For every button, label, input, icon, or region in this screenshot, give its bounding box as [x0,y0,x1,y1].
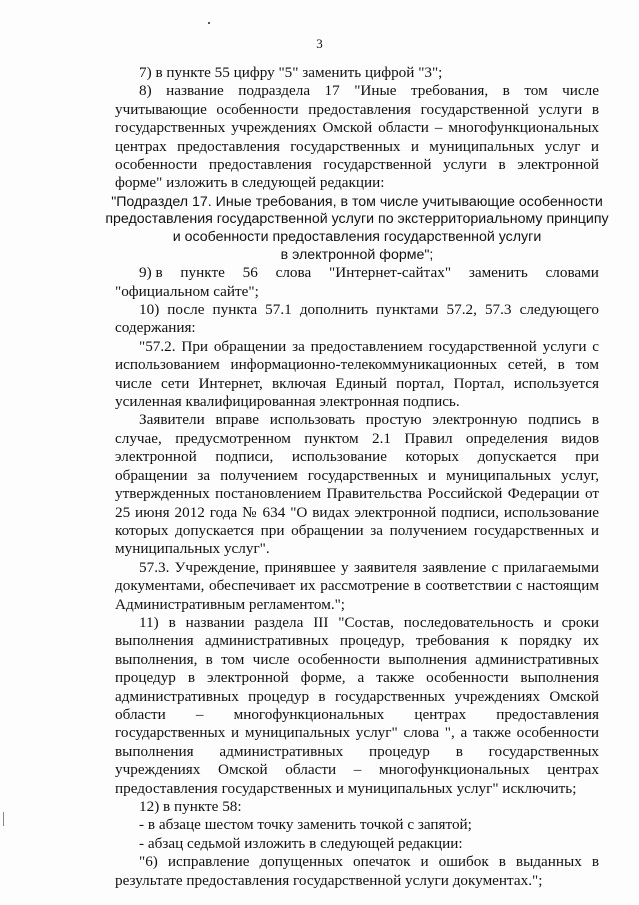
item-9-word: "Интернет-сайтах" [329,264,452,282]
item-9-word: слова [275,264,312,282]
item-9-line [115,264,599,282]
item-11: 11) в названии раздела III "Состав, последовательность и сроки выполнения административных процедур, требования к порядку их выполнения, в том числе особенности выполнения административных процедур в электронной форме, а также особенности выполнения административных процедур в государственных учреждениях Омской области – многофункциональных центрах предоставления государственных и муниципальных услуг" слова ", а также особенности выполнения административных процедур в государственных учреждениях Омской области – многофункциональных центрах предоставления государственных и муниципальных услуг" исключить; [115,613,599,797]
scan-speck [208,22,210,24]
subsection-title-line-2: предоставления государственной услуги по экстерриториальному принципу [105,211,609,228]
paragraph-57-2: "57.2. При обращении за предоставлением государственной услуги с использованием информационно-телекоммуникационных сетей, в том числе сети Интернет, включая Единый портал, Портал, используется усиленная квалифицированная электронная подпись. [115,337,599,411]
paragraph-57-2-second: Заявители вправе использовать простую электронную подпись в случае, предусмотренном пунктом 2.1 Правил определения видов электронной подписи, использование которых допускается при обращении за получением государственных и муниципальных услуг, утвержденных постановлением Правительства Российской Федерации от 25 июня 2012 года № 634 "О видах электронной подписи, использование которых допускается при обращении за получением государственных и муниципальных услуг". [115,411,599,558]
item-9-word: 56 [242,264,258,282]
item-9-word: пункте [180,264,225,282]
scan-edge-mark [3,812,4,826]
paragraph-57-3: 57.3. Учреждение, принявшее у заявителя заявление с прилагаемыми документами, обеспечивает их рассмотрение в соответствии с настоящим Административным регламентом."; [115,558,599,613]
subsection-title-line-3: и особенности предоставления государственной услуги [172,229,542,246]
item-8: 8) название подраздела 17 "Иные требования, в том числе учитывающие особенности предоставления государственной услуги в государственных учреждениях Омской области – многофункциональных центрах предоставления государственных и муниципальных услуг и особенности предоставления государственной услуги в электронной форме" изложить в следующей редакции: [115,82,599,192]
item-7: 7) в пункте 55 цифру "5" заменить цифрой "3"; [139,64,443,81]
page-number: 3 [316,36,323,51]
item-9-tail: "официальном сайте"; [115,282,259,300]
subsection-title-line-4: в электронной форме"; [280,246,434,263]
subsection-title-block [87,194,627,264]
document-body [105,64,609,890]
item-10: 10) после пункта 57.1 дополнить пунктами 57.2, 57.3 следующего содержания: [115,301,599,337]
item-12-new-text: "6) исправление допущенных опечаток и ошибок в выданных в результате предоставления государственной услуги документах."; [115,853,599,889]
item-12: 12) в пункте 58: [139,798,242,815]
subsection-title-line-1: "Подраздел 17. Иные требования, в том числе учитывающие особенности [111,193,603,210]
item-12-sub-a: - в абзаце шестом точку заменить точкой с запятой; [139,816,472,834]
item-12-sub-b: - абзац седьмой изложить в следующей редакции: [139,834,463,852]
item-9-word: словами [545,264,599,282]
item-9-word: заменить [468,264,528,282]
item-9-word: 9) в [139,264,163,282]
